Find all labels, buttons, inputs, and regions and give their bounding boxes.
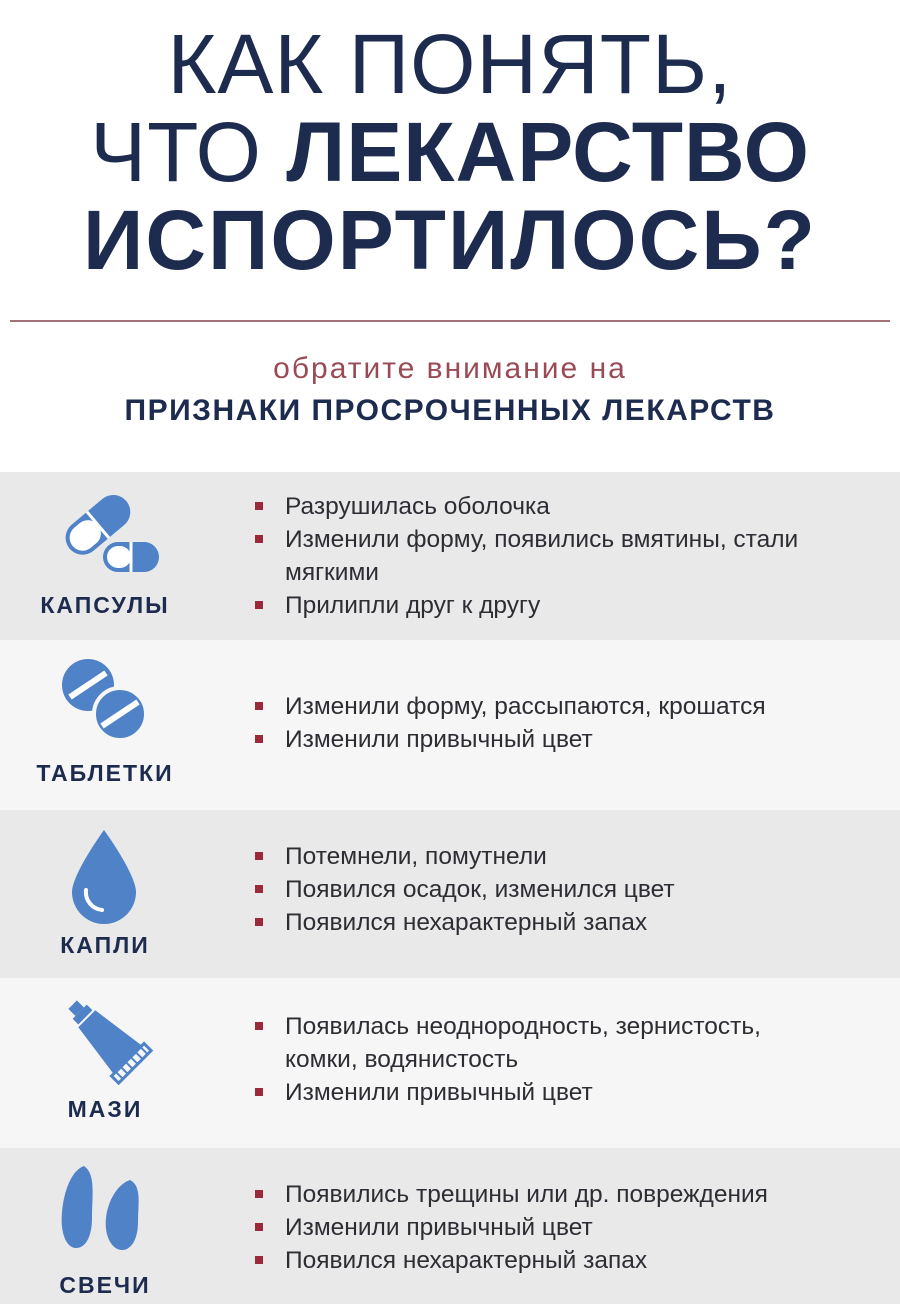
- drop-icon: [64, 826, 144, 926]
- divider: [10, 320, 890, 322]
- list-item: Изменили форму, появились вмятины, стали: [255, 523, 798, 556]
- list-item: Появился нехарактерный запах: [255, 1244, 768, 1277]
- item-list: [255, 1010, 761, 1109]
- list-item: Изменили привычный цвет: [255, 1076, 761, 1109]
- item-list: [255, 690, 766, 756]
- list-item: Появился осадок, изменился цвет: [255, 873, 675, 906]
- item-list: [255, 840, 675, 939]
- section-ointments: [0, 978, 900, 1148]
- title-line-1: КАК ПОНЯТЬ,: [167, 17, 733, 111]
- title-line-2-light: ЧТО: [90, 105, 262, 199]
- suppository-icon: [56, 1156, 156, 1256]
- ointment-tube-icon: [58, 990, 158, 1090]
- list-item: Потемнели, помутнели: [255, 840, 675, 873]
- header: [0, 0, 900, 470]
- list-item: Появилась неоднородность, зернистость,: [255, 1010, 761, 1043]
- list-item: Изменили форму, рассыпаются, крошатся: [255, 690, 766, 723]
- section-tablets: [0, 640, 900, 810]
- list-item: Изменили привычный цвет: [255, 723, 766, 756]
- list-item: Изменили привычный цвет: [255, 1211, 768, 1244]
- tablet-icon: [58, 652, 158, 747]
- item-list: [255, 490, 798, 622]
- section-drops: [0, 810, 900, 978]
- list-item: Появился нехарактерный запах: [255, 906, 675, 939]
- item-list: [255, 1178, 768, 1277]
- list-item: Появились трещины или др. повреждения: [255, 1178, 768, 1211]
- section-label: КАПЛИ: [60, 932, 150, 958]
- section-label: СВЕЧИ: [59, 1272, 151, 1298]
- list-item: мягкими: [285, 559, 379, 586]
- section-label: ТАБЛЕТКИ: [36, 760, 174, 786]
- title-line-3: ИСПОРТИЛОСЬ?: [83, 193, 817, 287]
- section-label: МАЗИ: [67, 1096, 143, 1122]
- list-item: комки, водянистость: [285, 1046, 519, 1073]
- list-item: Разрушилась оболочка: [255, 490, 798, 523]
- section-suppositories: [0, 1148, 900, 1304]
- section-capsules: [0, 472, 900, 640]
- title-line-2-bold: ЛЕКАРСТВО: [286, 105, 810, 199]
- subtitle-line-2: ПРИЗНАКИ ПРОСРОЧЕННЫХ ЛЕКАРСТВ: [124, 394, 776, 427]
- list-item: Прилипли друг к другу: [255, 589, 798, 622]
- subtitle-line-1: обратите внимание на: [273, 352, 627, 385]
- capsule-icon: [55, 486, 165, 586]
- section-label: КАПСУЛЫ: [40, 592, 170, 618]
- title-line-2: [0, 106, 900, 198]
